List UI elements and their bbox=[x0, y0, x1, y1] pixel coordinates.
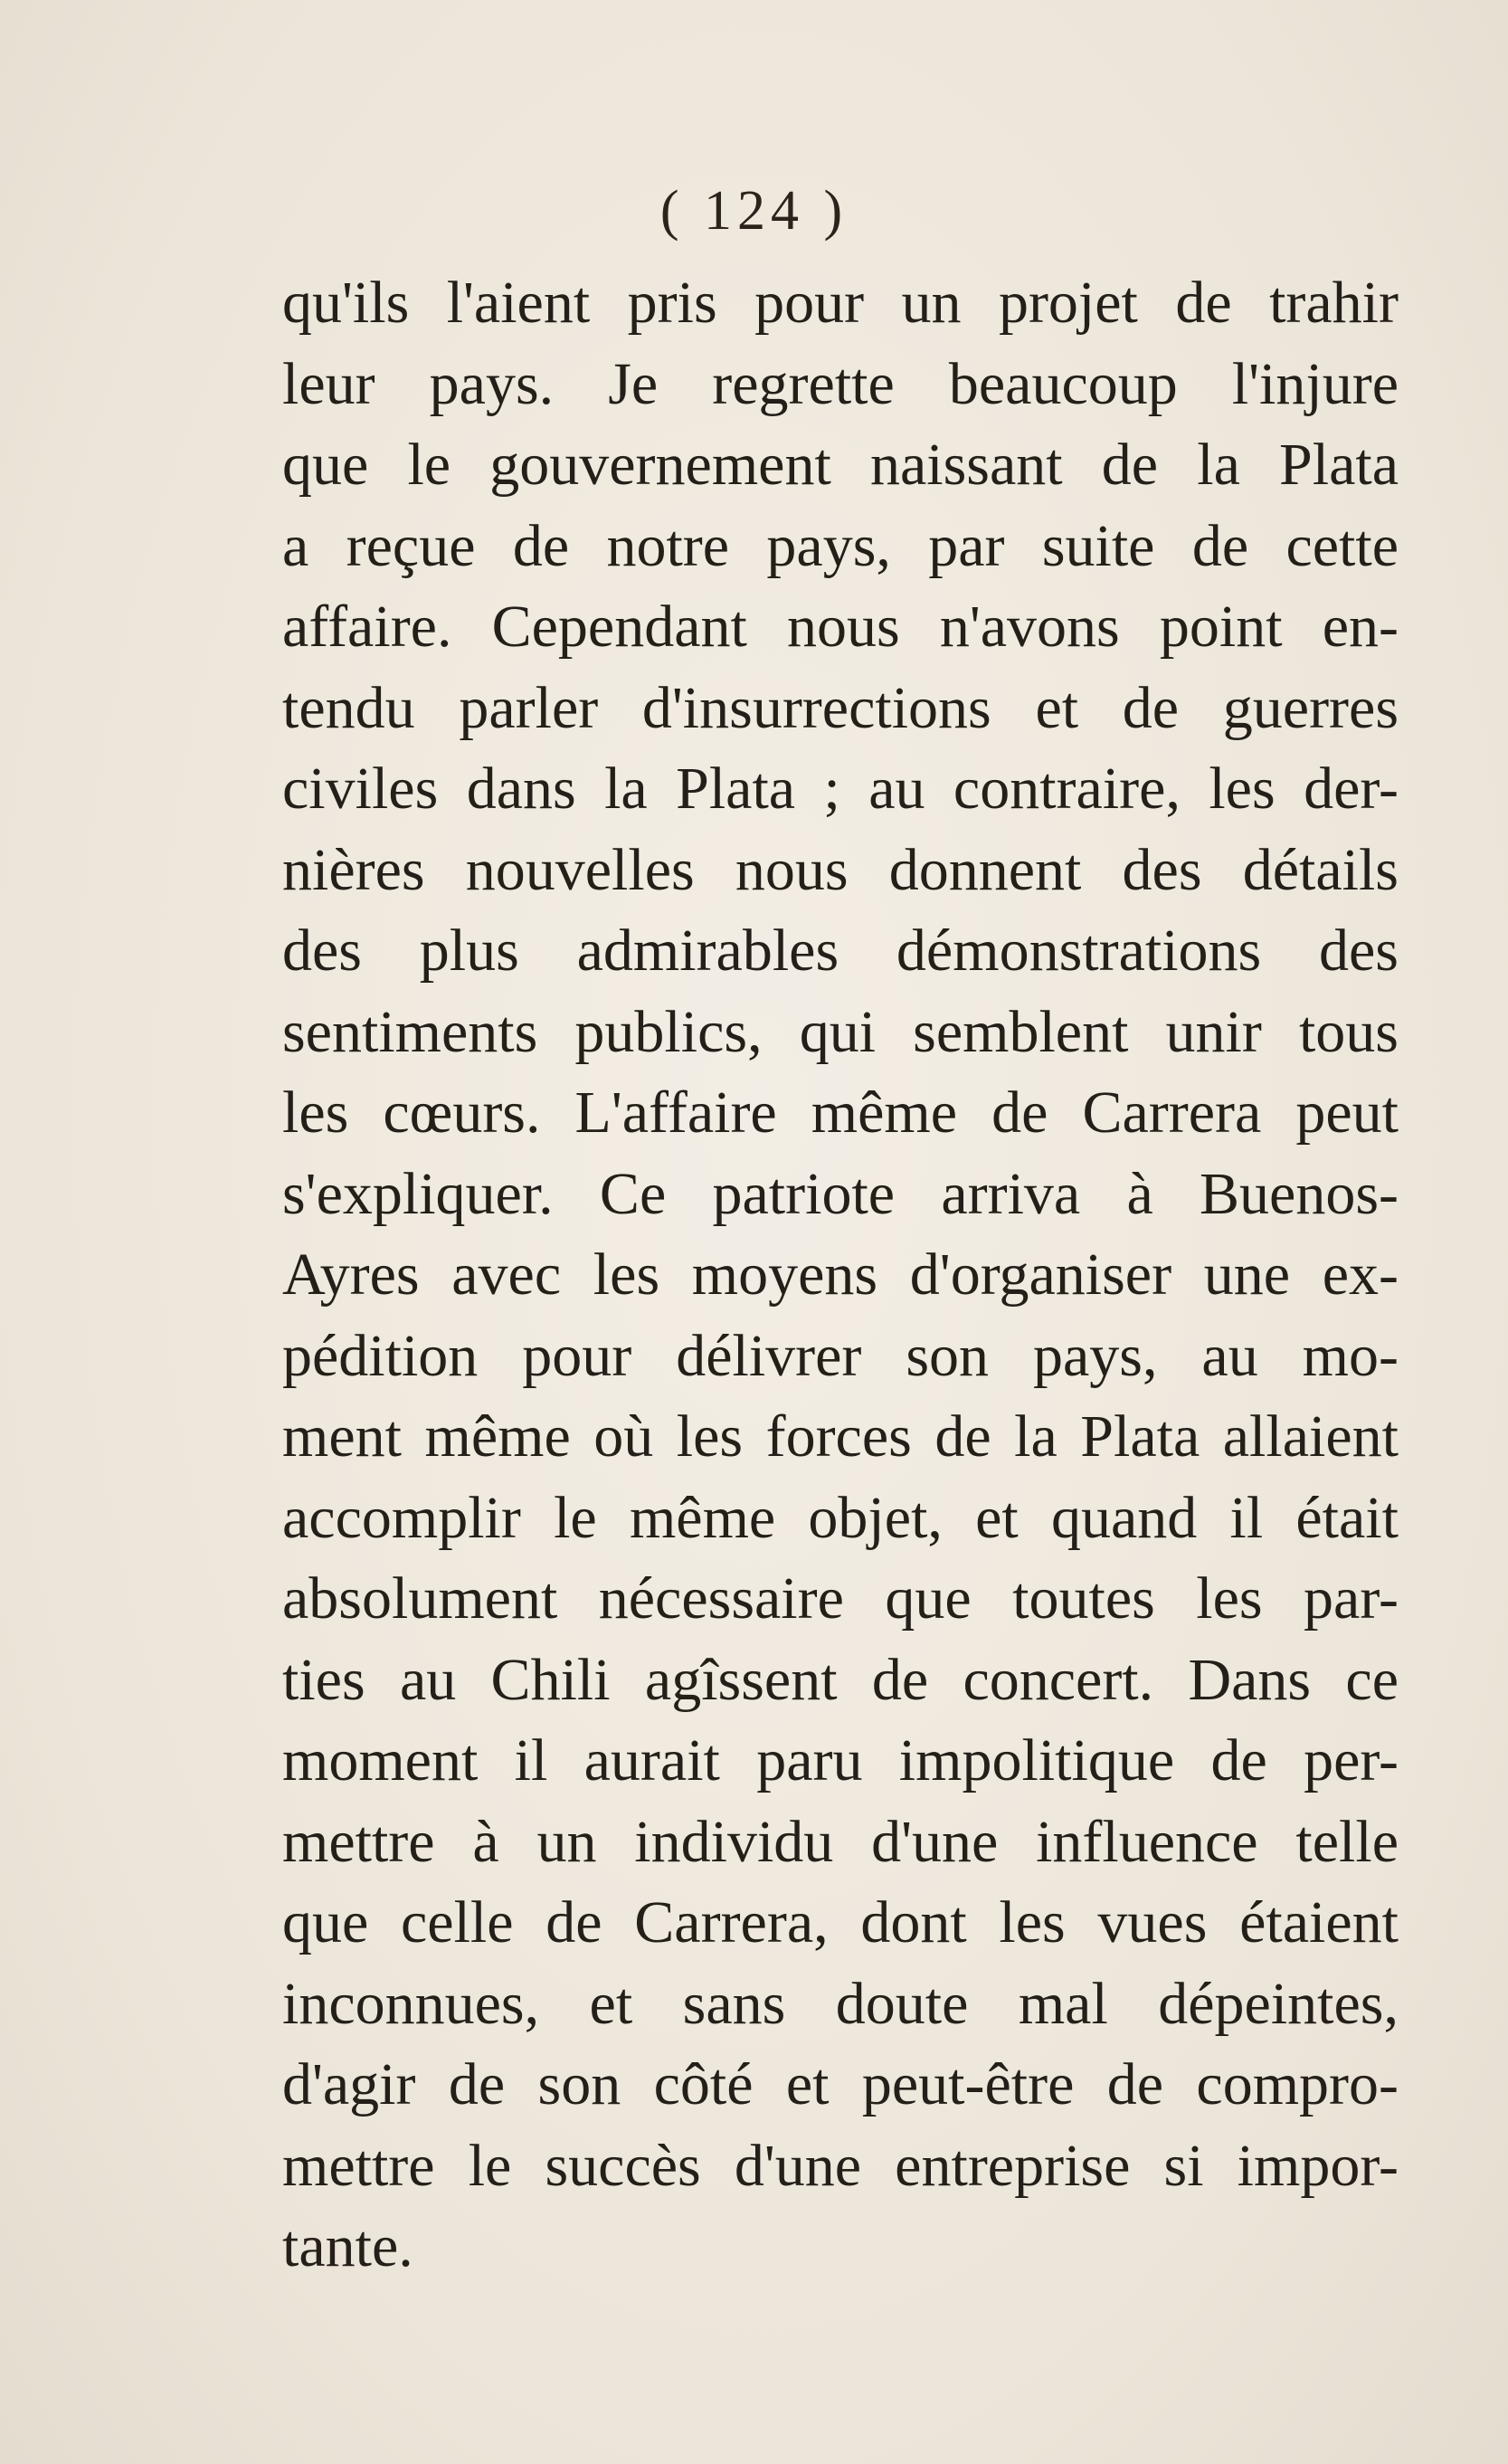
text-line: absolument nécessaire que toutes les par- bbox=[282, 1565, 1399, 1632]
text-line: Ayres avec les moyens d'organiser une ex- bbox=[282, 1242, 1399, 1308]
text-line: s'expliquer. Ce patriote arriva à Buenos- bbox=[282, 1160, 1399, 1227]
text-line: mettre à un individu d'une influence telle bbox=[282, 1808, 1399, 1875]
page-number: ( 124 ) bbox=[659, 180, 849, 242]
text-line: qu'ils l'aient pris pour un projet de trahir bbox=[282, 270, 1399, 336]
text-line: nières nouvelles nous donnent des détails bbox=[282, 836, 1399, 903]
text-line: ment même où les forces de la Plata allaient bbox=[282, 1403, 1399, 1470]
body-text bbox=[282, 262, 1399, 2288]
text-line: civiles dans la Plata ; au contraire, les der- bbox=[282, 756, 1399, 822]
text-line: mettre le succès d'une entreprise si impor- bbox=[282, 2132, 1399, 2199]
text-line: des plus admirables démonstrations des bbox=[282, 918, 1399, 984]
text-line: accomplir le même objet, et quand il était bbox=[282, 1484, 1399, 1551]
text-line: que celle de Carrera, dont les vues étaient bbox=[282, 1889, 1399, 1955]
text-line: tendu parler d'insurrections et de guerres bbox=[282, 674, 1399, 741]
text-line: a reçue de notre pays, par suite de cette bbox=[282, 512, 1399, 579]
text-line: sentiments publics, qui semblent unir tous bbox=[282, 998, 1399, 1065]
text-line: affaire. Cependant nous n'avons point en- bbox=[282, 594, 1399, 660]
text-line: ties au Chili agîssent de concert. Dans ce bbox=[282, 1646, 1399, 1713]
text-line: que le gouvernement naissant de la Plata bbox=[282, 432, 1399, 498]
text-line: moment il aurait paru impolitique de per- bbox=[282, 1727, 1399, 1793]
text-line: leur pays. Je regrette beaucoup l'injure bbox=[282, 350, 1399, 417]
text-line: les cœurs. L'affaire même de Carrera peut bbox=[282, 1080, 1399, 1146]
text-line: tante. bbox=[282, 2213, 413, 2279]
text-line: pédition pour délivrer son pays, au mo- bbox=[282, 1322, 1399, 1389]
text-line: inconnues, et sans doute mal dépeintes, bbox=[282, 1970, 1399, 2037]
text-line: d'agir de son côté et peut-être de compro- bbox=[282, 2051, 1399, 2117]
